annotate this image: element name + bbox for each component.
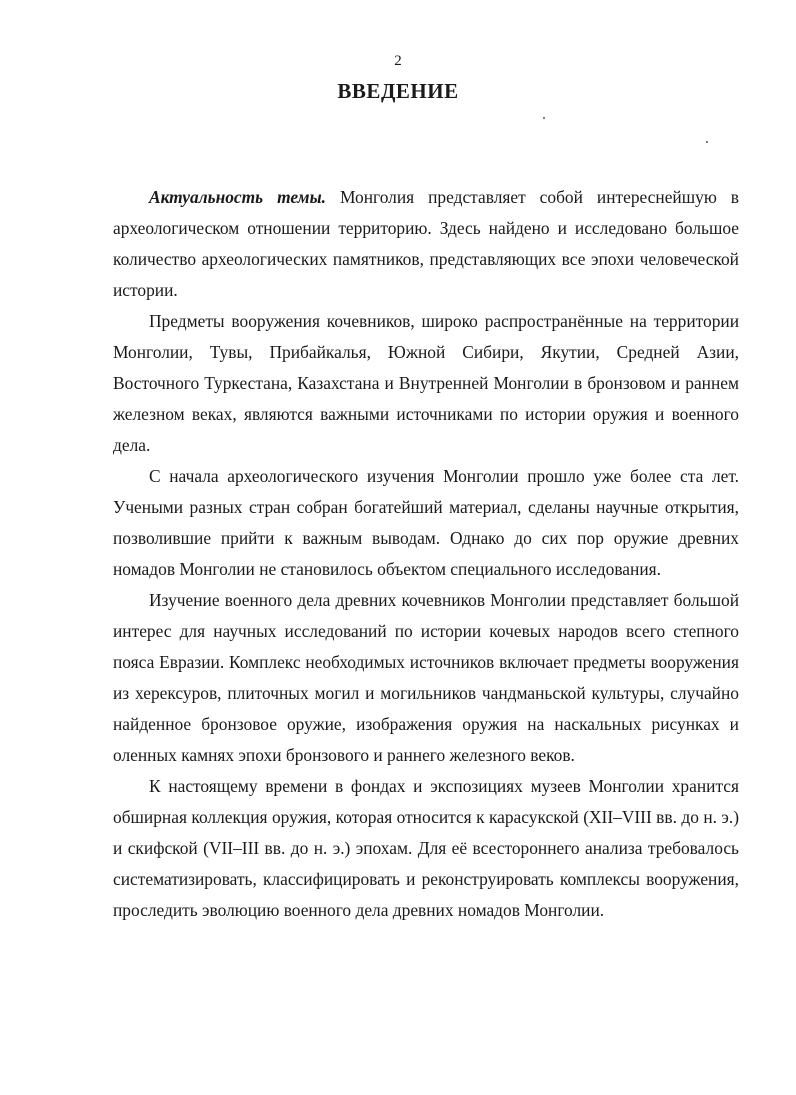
body-text xyxy=(113,182,739,926)
lead-heading: Актуальность темы. xyxy=(149,187,326,207)
page-number: 2 xyxy=(394,53,402,69)
scan-speck xyxy=(543,117,545,119)
paragraph-text: Монголия представляет собой интереснейшую в археологическом отношении территорию. Здесь найдено и исследовано большое количество археологических памятников, представляющих все эпохи человеческой истории. xyxy=(113,187,739,300)
paragraph-relevance xyxy=(113,182,739,306)
page-title: ВВЕДЕНИЕ xyxy=(337,79,459,103)
scan-speck xyxy=(706,141,708,143)
paragraph: Предметы вооружения кочевников, широко распространённые на территории Монголии, Тувы, Прибайкалья, Южной Сибири, Якутии, Средней Азии, Восточного Туркестана, Казахстана и Внутренней Монголии в бронзовом и раннем железном веках, являются важными источниками по истории оружия и военного дела. xyxy=(113,311,739,455)
paragraph: С начала археологического изучения Монголии прошло уже более ста лет. Учеными разных стран собран богатейший материал, сделаны научные открытия, позволившие прийти к важным выводам. Однако до сих пор оружие древних номадов Монголии не становилось объектом специального исследования. xyxy=(113,466,739,579)
paragraph: Изучение военного дела древних кочевников Монголии представляет большой интерес для научных исследований по истории кочевых народов всего степного пояса Евразии. Комплекс необходимых источников включает предметы вооружения из херексуров, плиточных могил и могильников чандманьской культуры, случайно найденное бронзовое оружие, изображения оружия на наскальных рисунках и оленных камнях эпохи бронзового и раннего железного веков. xyxy=(113,590,739,765)
paragraph: К настоящему времени в фондах и экспозициях музеев Монголии хранится обширная коллекция оружия, которая относится к карасукской (XII–VIII вв. до н. э.) и скифской (VII–III вв. до н. э.) эпохам. Для её всестороннего анализа требовалось систематизировать, классифицировать и реконструировать комплексы вооружения, проследить эволюцию военного дела древних номадов Монголии. xyxy=(113,776,739,920)
